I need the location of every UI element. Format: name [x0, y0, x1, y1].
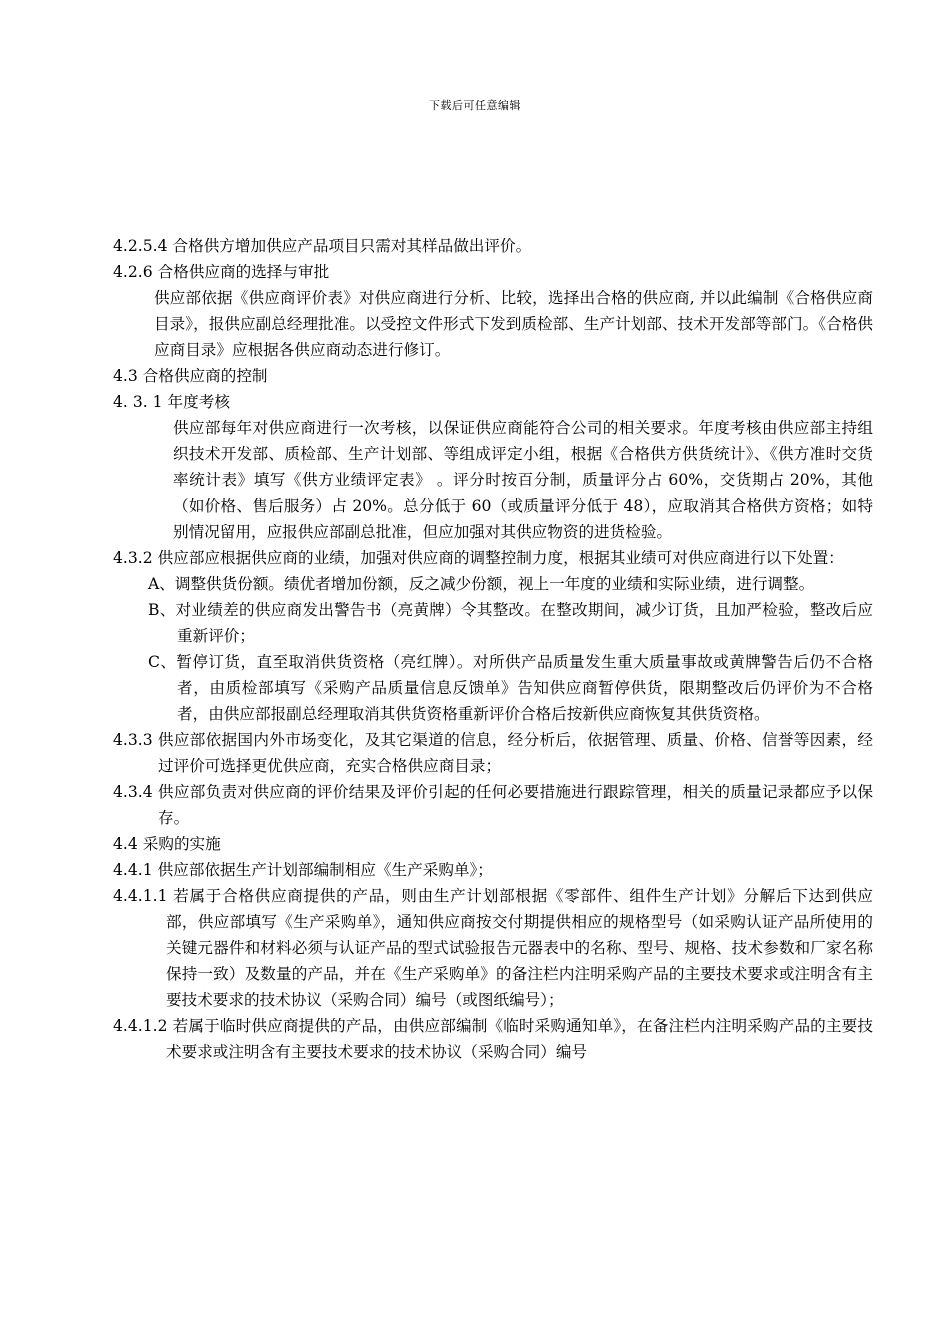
- document-body: [113, 233, 873, 1065]
- paragraph-4-3-4: 4.3.4 供应部负责对供应商的评价结果及评价引起的任何必要措施进行跟踪管理，相关的质量记录都应予以保存。: [113, 783, 873, 827]
- paragraph-4-4-1-1: 4.4.1.1 若属于合格供应商提供的产品，则由生产计划部根据《零部件、组件生产计划》分解后下达到供应部，供应部填写《生产采购单》，通知供应商按交付期提供相应的规格型号（如采购认证产品所使用的关键元器件和材料必须与认证产品的型式试验报告元器表中的名称、型号、规格、技术参数和厂家名称保持一致）及数量的产品，并在《生产采购单》的备注栏内注明采购产品的主要技术要求或注明含有主要技术要求的技术协议（采购合同）编号（或图纸编号）；: [113, 887, 873, 1009]
- paragraph-4-4-1: 4.4.1 供应部依据生产计划部编制相应《生产采购单》；: [113, 861, 493, 879]
- heading-4-4: 4.4 采购的实施: [113, 835, 221, 853]
- list-item-b: B、对业绩差的供应商发出警告书（亮黄牌）令其整改。在整改期间，减少订货，且加严检验，整改后应重新评价；: [148, 601, 873, 645]
- paragraph-4-4-1-2: 4.4.1.2 若属于临时供应商提供的产品，由供应部编制《临时采购通知单》，在备注栏内注明采购产品的主要技术要求或注明含有主要技术要求的技术协议（采购合同）编号: [113, 1017, 873, 1061]
- page-header: 下载后可任意编辑: [429, 99, 521, 112]
- paragraph-4-2-6: 供应部依据《供应商评价表》对供应商进行分析、比较，选择出合格的供应商, 并以此编制《合格供应商目录》，报供应副总经理批准。以受控文件形式下发到质检部、生产计划部、技术开发部等部门。《合格供应商目录》应根据各供应商动态进行修订。: [154, 289, 873, 359]
- paragraph-4-3-1: 供应部每年对供应商进行一次考核，以保证供应商能符合公司的相关要求。年度考核由供应部主持组织技术开发部、质检部、生产计划部、等组成评定小组，根据《合格供方供货统计》、《供方准时交货率统计表》填写《供方业绩评定表》 。评分时按百分制，质量评分占 60%，交货期占 20%，其他（如价格、售后服务）占 20%。总分低于 60（或质量评分低于 48），应取消其合格供方资格；如特别情况留用，应报供应部副总批准，但应加强对其供应物资的进货检验。: [173, 419, 873, 541]
- list-item-a: A、调整供货份额。绩优者增加份额，反之减少份额，视上一年度的业绩和实际业绩，进行调整。: [148, 575, 815, 593]
- heading-4-2-6: 4.2.6 合格供应商的选择与审批: [113, 263, 330, 281]
- list-item-c: C、暂停订货，直至取消供货资格（亮红牌）。对所供产品质量发生重大质量事故或黄牌警告后仍不合格者，由质检部填写《采购产品质量信息反馈单》告知供应商暂停供货，限期整改后仍评价为不合格者，由供应部报副总经理取消其供货资格重新评价合格后按新供应商恢复其供货资格。: [148, 653, 873, 723]
- paragraph-4-3-3: 4.3.3 供应部依据国内外市场变化，及其它渠道的信息，经分析后，依据管理、质量、价格、信誉等因素，经过评价可选择更优供应商，充实合格供应商目录；: [113, 731, 873, 775]
- heading-4-3: 4.3 合格供应商的控制: [113, 367, 268, 385]
- heading-4-3-1: 4. 3. 1 年度考核: [113, 393, 230, 411]
- section-4-2-5-4: 4.2.5.4 合格供方增加供应产品项目只需对其样品做出评价。: [113, 237, 532, 255]
- paragraph-4-3-2: 4.3.2 供应部应根据供应商的业绩，加强对供应商的调整控制力度，根据其业绩可对供应商进行以下处置：: [113, 549, 844, 567]
